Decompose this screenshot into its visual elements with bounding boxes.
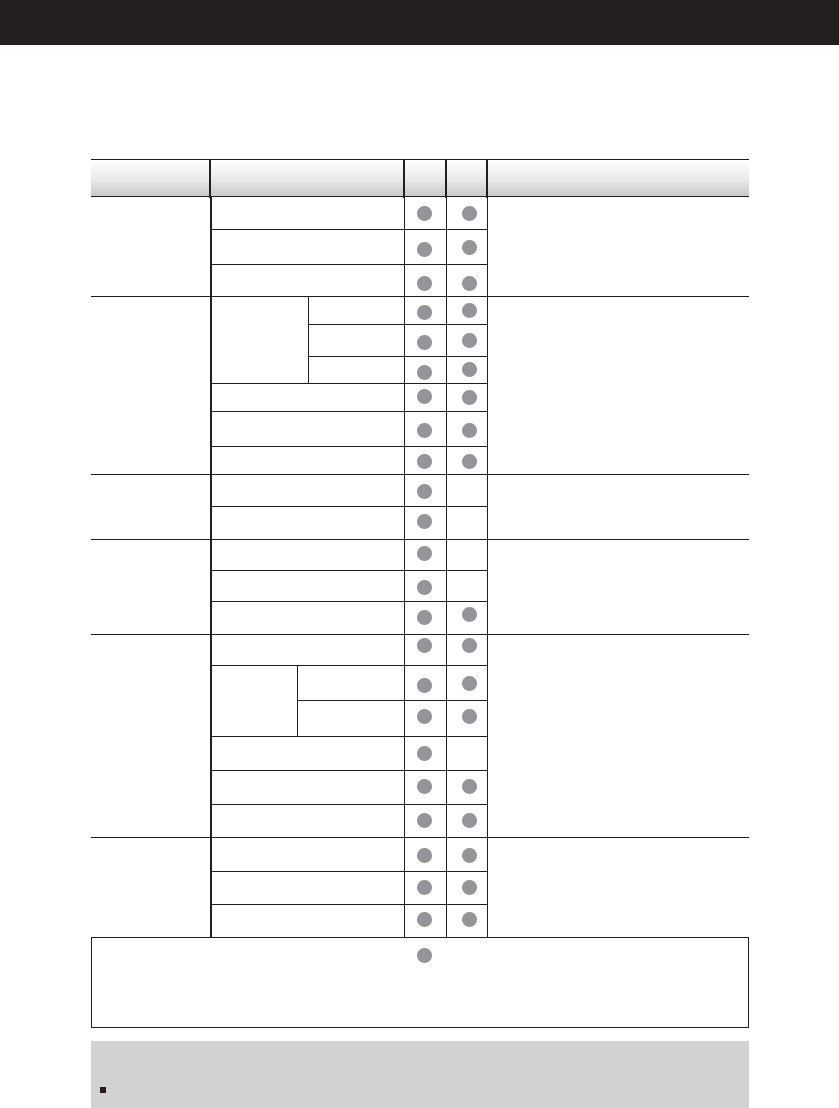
marker-dot-col2 [462,276,477,291]
table-rule [91,1027,749,1028]
marker-dot-col2 [462,848,477,863]
header-divider [486,160,488,198]
marker-dot-col1 [417,514,432,529]
table-rule [91,539,749,540]
marker-dot-col1 [417,912,432,927]
marker-dot-col2 [462,423,477,438]
table-rule [212,904,487,905]
marker-dot-col2 [462,390,477,405]
table-rule [309,324,487,325]
note-box [91,1041,749,1108]
marker-dot-col1 [417,638,432,653]
table-rule [212,411,487,412]
table-rule [91,937,749,938]
marker-dot-col1 [417,678,432,693]
table-rule [212,264,487,265]
marker-dot-col1 [417,389,432,404]
marker-dot-col2 [462,880,477,895]
marker-dot-col1 [417,206,432,221]
marker-dot-col2 [462,709,477,724]
table-rule [308,297,309,383]
table-rule [298,700,487,701]
table-rule [404,197,405,938]
marker-dot-col1 [417,242,432,257]
table-rule [212,383,487,384]
marker-dot-col2 [462,454,477,469]
table-rule [212,871,487,872]
marker-dot-col1 [417,880,432,895]
header-divider [445,160,447,198]
table-rule [212,601,487,602]
bullet-marker [100,1087,106,1093]
marker-dot-footer [417,948,432,963]
table-header-row [91,159,749,197]
header-divider [209,160,211,198]
table-rule [91,634,749,635]
marker-dot-col2 [462,362,477,377]
table-rule [309,356,487,357]
marker-dot-col1 [417,813,432,828]
marker-dot-col1 [417,335,432,350]
marker-dot-col1 [417,423,432,438]
marker-dot-col2 [462,206,477,221]
table-rule [212,229,487,230]
table-rule [91,296,749,297]
marker-dot-col1 [417,454,432,469]
marker-dot-col1 [417,484,432,499]
marker-dot-col2 [462,607,477,622]
table-rule [487,197,488,938]
table-rule [212,506,487,507]
top-header-bar [0,0,839,45]
table-rule [91,937,92,1028]
table-rule [212,446,487,447]
marker-dot-col1 [417,365,432,380]
header-divider [403,160,405,198]
marker-dot-col2 [462,240,477,255]
table-rule [91,474,749,475]
marker-dot-col1 [417,746,432,761]
marker-dot-col2 [462,912,477,927]
table-rule [91,837,749,838]
marker-dot-col2 [462,779,477,794]
marker-dot-col2 [462,333,477,348]
marker-dot-col1 [417,276,432,291]
table-rule [212,804,487,805]
table-rule [212,570,487,571]
marker-dot-col2 [462,813,477,828]
table-rule [748,937,749,1028]
marker-dot-col1 [417,709,432,724]
marker-dot-col1 [417,546,432,561]
marker-dot-col2 [462,638,477,653]
table-rule [446,197,447,938]
marker-dot-col1 [417,779,432,794]
marker-dot-col1 [417,305,432,320]
table-rule [212,736,487,737]
marker-dot-col1 [417,610,432,625]
marker-dot-col2 [462,303,477,318]
marker-dot-col1 [417,848,432,863]
table-rule [210,197,212,938]
table-rule [212,665,487,666]
table-rule [212,770,487,771]
feature-table [91,159,749,1028]
table-rule [297,666,298,736]
marker-dot-col2 [462,676,477,691]
marker-dot-col1 [417,580,432,595]
